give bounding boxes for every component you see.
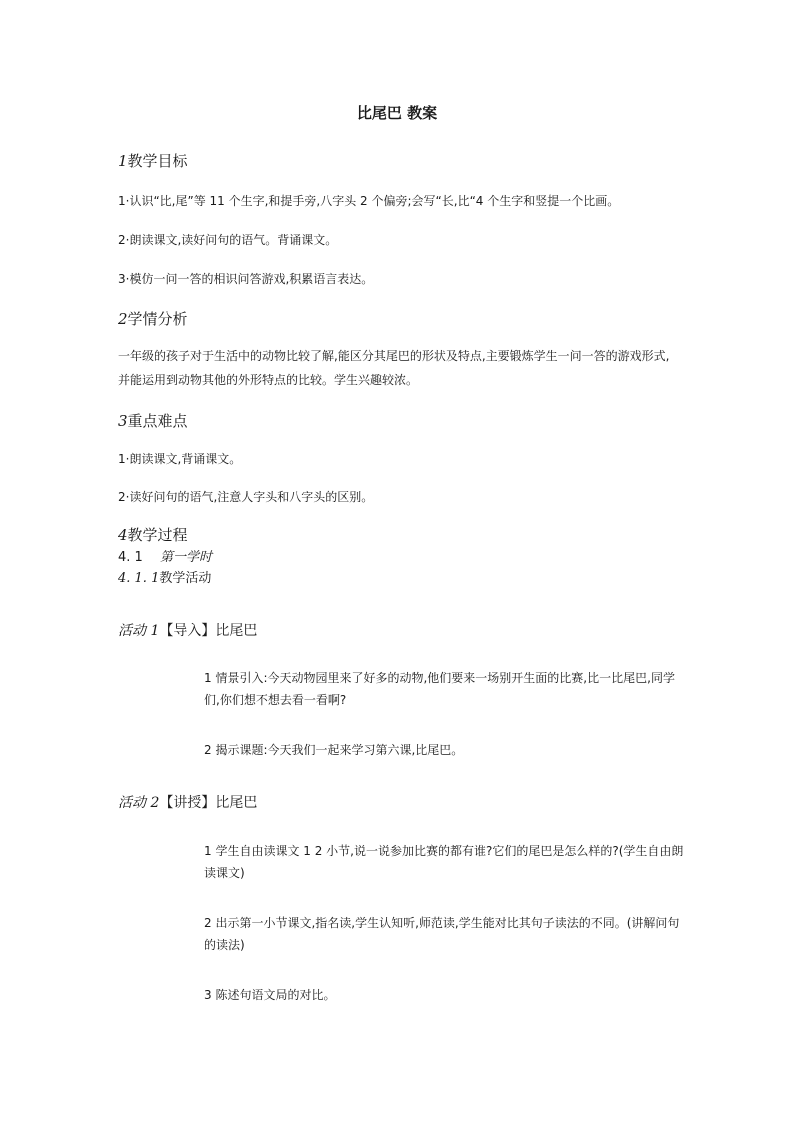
goal-item: 1·认识“比,尾”等 11 个生字,和提手旁,八字头 2 个偏旁;会写“长,比“4 个生字和竖提一个比画。 [118, 194, 620, 208]
keypoint-item: 2·读好问句的语气,注意人字头和八字头的区别。 [118, 490, 374, 504]
activity-tag: 【讲授】比尾巴 [159, 795, 258, 811]
subsection-label: 第一学时 [160, 550, 213, 565]
subsection-heading [118, 567, 211, 586]
section-label: 教学过程 [127, 526, 188, 544]
section-label: 重点难点 [127, 412, 188, 430]
subsection-label: 教学活动 [159, 571, 212, 586]
activity-step: 1 情景引入:今天动物园里来了好多的动物,他们要来一场别开生面的比赛,比一比尾巴,同学们,你们想不想去看一看啊? [204, 671, 675, 707]
subsection-number: 4. 1. 1 [118, 571, 160, 586]
activity-heading [118, 792, 257, 812]
activity-step: 2 出示第一小节课文,指名读,学生认知听,师范读,学生能对比其句子读法的不同。(讲解问句的读法) [204, 916, 680, 952]
goal-item: 3·模仿一问一答的相识问答游戏,积累语言表达。 [118, 272, 374, 286]
activity-heading [118, 620, 257, 640]
section-label: 教学目标 [127, 152, 188, 170]
goal-item: 2·朗读课文,读好问句的语气。背诵课文。 [118, 233, 338, 247]
analysis-paragraph: 一年级的孩子对于生活中的动物比较了解,能区分其尾巴的形状及特点,主要锻炼学生一问一答的游戏形式,并能运用到动物其他的外形特点的比较。学生兴趣较浓。 [118, 349, 670, 387]
activity-step: 2 揭示课题:今天我们一起来学习第六课,比尾巴。 [204, 743, 464, 757]
section-number: 1 [118, 152, 128, 170]
section-heading-analysis [118, 308, 188, 329]
activity-lead: 活动 1 [118, 623, 160, 639]
activity-step: 1 学生自由读课文 1 2 小节,说一说参加比赛的都有谁?它们的尾巴是怎么样的?(学生自由朗读课文) [204, 844, 684, 880]
section-heading-process [118, 524, 188, 545]
section-label: 学情分析 [127, 310, 188, 328]
subsection-heading [118, 546, 212, 565]
subsection-number: 4. 1 [118, 550, 143, 565]
section-heading-keypoints [118, 410, 188, 431]
section-number: 2 [118, 310, 128, 328]
section-number: 3 [118, 412, 128, 430]
activity-step: 3 陈述句语文局的对比。 [204, 988, 336, 1002]
section-heading-goals [118, 150, 188, 171]
keypoint-item: 1·朗读课文,背诵课文。 [118, 452, 242, 466]
section-number: 4 [118, 526, 128, 544]
activity-lead: 活动 2 [118, 795, 160, 811]
document-title: 比尾巴 教案 [356, 104, 438, 122]
activity-tag: 【导入】比尾巴 [159, 623, 258, 639]
